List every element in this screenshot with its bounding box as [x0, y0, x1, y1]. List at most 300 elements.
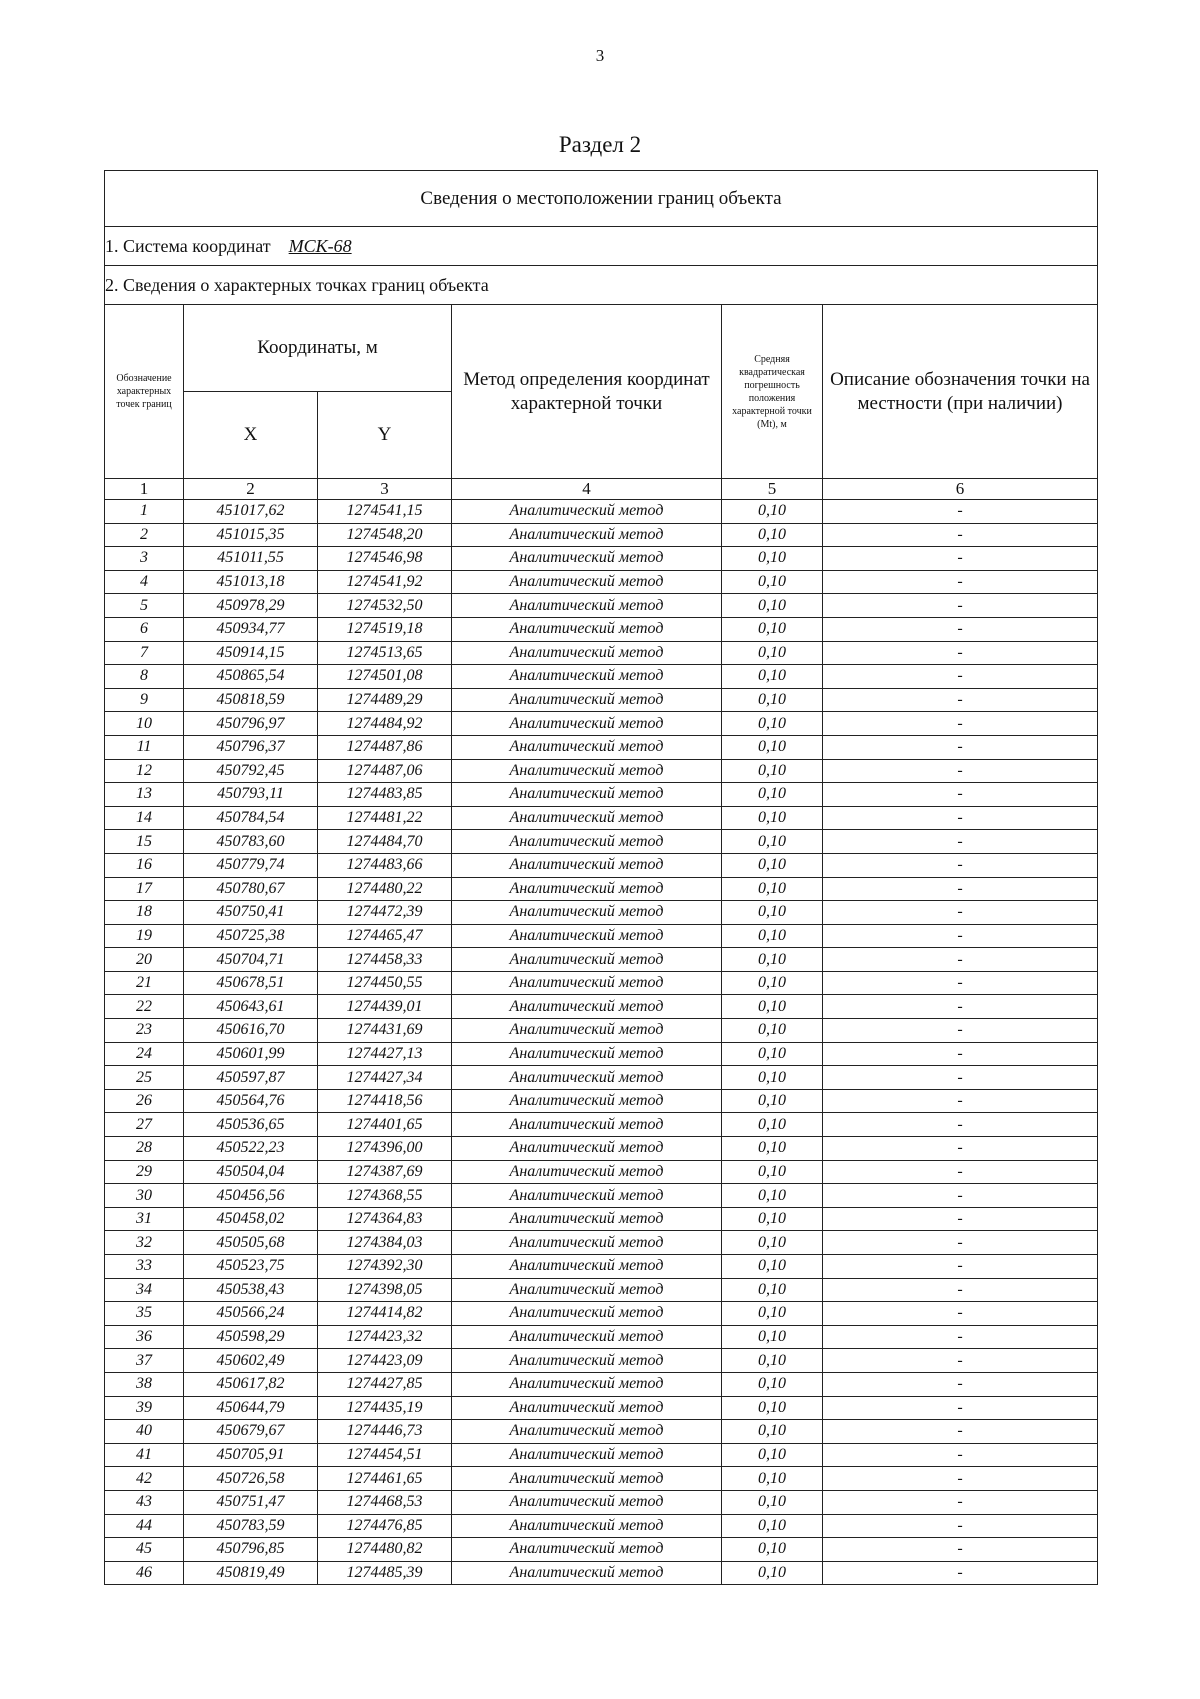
method-cell: Аналитический метод: [452, 1325, 722, 1349]
method-cell: Аналитический метод: [452, 1113, 722, 1137]
coord-y-cell: 1274454,51: [318, 1443, 452, 1467]
description-cell: -: [823, 924, 1098, 948]
mean-error-cell: 0,10: [722, 1089, 823, 1113]
method-cell: Аналитический метод: [452, 594, 722, 618]
coord-y-cell: 1274483,66: [318, 853, 452, 877]
mean-error-cell: 0,10: [722, 570, 823, 594]
point-id-cell: 19: [105, 924, 184, 948]
description-cell: -: [823, 617, 1098, 641]
coord-x-cell: 450601,99: [184, 1042, 318, 1066]
point-id-cell: 10: [105, 712, 184, 736]
table-row: [105, 1066, 1098, 1090]
mean-error-cell: 0,10: [722, 1278, 823, 1302]
table-row: [105, 806, 1098, 830]
point-id-cell: 25: [105, 1066, 184, 1090]
point-id-cell: 34: [105, 1278, 184, 1302]
table-row: [105, 1207, 1098, 1231]
method-cell: Аналитический метод: [452, 924, 722, 948]
coord-x-cell: 450522,23: [184, 1137, 318, 1161]
coord-x-cell: 450783,59: [184, 1514, 318, 1538]
coord-y-cell: 1274414,82: [318, 1302, 452, 1326]
mean-error-cell: 0,10: [722, 641, 823, 665]
point-id-cell: 42: [105, 1467, 184, 1491]
coord-x-cell: 450617,82: [184, 1372, 318, 1396]
mean-error-cell: 0,10: [722, 1443, 823, 1467]
coord-x-cell: 450505,68: [184, 1231, 318, 1255]
coord-y-cell: 1274513,65: [318, 641, 452, 665]
point-id-cell: 11: [105, 735, 184, 759]
table-row: [105, 853, 1098, 877]
method-cell: Аналитический метод: [452, 1302, 722, 1326]
point-id-cell: 45: [105, 1538, 184, 1562]
table-row: [105, 995, 1098, 1019]
point-id-cell: 27: [105, 1113, 184, 1137]
mean-error-cell: 0,10: [722, 877, 823, 901]
header-mean-error: Средняя квадратическая погрешность положения характерной точки (Mt), м: [722, 305, 823, 479]
header-description: Описание обозначения точки на местности (при наличии): [823, 305, 1098, 479]
coord-x-cell: 450598,29: [184, 1325, 318, 1349]
description-cell: -: [823, 1278, 1098, 1302]
method-cell: Аналитический метод: [452, 1160, 722, 1184]
point-id-cell: 17: [105, 877, 184, 901]
method-cell: Аналитический метод: [452, 617, 722, 641]
table-row: [105, 783, 1098, 807]
coord-x-cell: 450793,11: [184, 783, 318, 807]
description-cell: -: [823, 735, 1098, 759]
mean-error-cell: 0,10: [722, 1066, 823, 1090]
point-id-cell: 13: [105, 783, 184, 807]
coord-x-cell: 450538,43: [184, 1278, 318, 1302]
coord-y-cell: 1274481,22: [318, 806, 452, 830]
mean-error-cell: 0,10: [722, 1372, 823, 1396]
description-cell: -: [823, 523, 1098, 547]
method-cell: Аналитический метод: [452, 1349, 722, 1373]
table-row: [105, 1184, 1098, 1208]
description-cell: -: [823, 877, 1098, 901]
mean-error-cell: 0,10: [722, 617, 823, 641]
method-cell: Аналитический метод: [452, 547, 722, 571]
mean-error-cell: 0,10: [722, 1396, 823, 1420]
mean-error-cell: 0,10: [722, 924, 823, 948]
coord-y-cell: 1274501,08: [318, 665, 452, 689]
description-cell: -: [823, 547, 1098, 571]
coord-y-cell: 1274484,92: [318, 712, 452, 736]
coord-x-cell: 450523,75: [184, 1255, 318, 1279]
table-row: [105, 617, 1098, 641]
point-id-cell: 15: [105, 830, 184, 854]
coord-y-cell: 1274480,22: [318, 877, 452, 901]
description-cell: -: [823, 1302, 1098, 1326]
coord-y-cell: 1274519,18: [318, 617, 452, 641]
coord-y-cell: 1274450,55: [318, 971, 452, 995]
table-row: [105, 1349, 1098, 1373]
coord-y-cell: 1274485,39: [318, 1561, 452, 1585]
coord-y-cell: 1274548,20: [318, 523, 452, 547]
coord-y-cell: 1274364,83: [318, 1207, 452, 1231]
coord-y-cell: 1274465,47: [318, 924, 452, 948]
coord-x-cell: 450934,77: [184, 617, 318, 641]
method-cell: Аналитический метод: [452, 665, 722, 689]
method-cell: Аналитический метод: [452, 853, 722, 877]
description-cell: -: [823, 1113, 1098, 1137]
method-cell: Аналитический метод: [452, 1184, 722, 1208]
coord-y-cell: 1274387,69: [318, 1160, 452, 1184]
method-cell: Аналитический метод: [452, 806, 722, 830]
mean-error-cell: 0,10: [722, 1042, 823, 1066]
coord-y-cell: 1274446,73: [318, 1420, 452, 1444]
point-id-cell: 14: [105, 806, 184, 830]
description-cell: -: [823, 1184, 1098, 1208]
coord-y-cell: 1274398,05: [318, 1278, 452, 1302]
mean-error-cell: 0,10: [722, 712, 823, 736]
coord-x-cell: 451013,18: [184, 570, 318, 594]
coord-y-cell: 1274368,55: [318, 1184, 452, 1208]
column-number: 4: [452, 479, 722, 500]
coord-x-cell: 450678,51: [184, 971, 318, 995]
coord-y-cell: 1274546,98: [318, 547, 452, 571]
table-row: [105, 759, 1098, 783]
coord-y-cell: 1274401,65: [318, 1113, 452, 1137]
point-id-cell: 21: [105, 971, 184, 995]
coord-x-cell: 450679,67: [184, 1420, 318, 1444]
description-cell: -: [823, 594, 1098, 618]
description-cell: -: [823, 570, 1098, 594]
point-id-cell: 37: [105, 1349, 184, 1373]
description-cell: -: [823, 1231, 1098, 1255]
coord-x-cell: 450819,49: [184, 1561, 318, 1585]
description-cell: -: [823, 759, 1098, 783]
method-cell: Аналитический метод: [452, 901, 722, 925]
coord-y-cell: 1274396,00: [318, 1137, 452, 1161]
point-id-cell: 5: [105, 594, 184, 618]
mean-error-cell: 0,10: [722, 1113, 823, 1137]
mean-error-cell: 0,10: [722, 995, 823, 1019]
coord-x-cell: 450643,61: [184, 995, 318, 1019]
description-cell: -: [823, 665, 1098, 689]
method-cell: Аналитический метод: [452, 1255, 722, 1279]
description-cell: -: [823, 1467, 1098, 1491]
column-number: 6: [823, 479, 1098, 500]
table-row: [105, 1278, 1098, 1302]
table-row: [105, 523, 1098, 547]
point-id-cell: 16: [105, 853, 184, 877]
description-cell: -: [823, 783, 1098, 807]
coord-x-cell: 450616,70: [184, 1019, 318, 1043]
coord-y-cell: 1274468,53: [318, 1490, 452, 1514]
coord-x-cell: 450780,67: [184, 877, 318, 901]
description-cell: -: [823, 641, 1098, 665]
description-cell: -: [823, 1207, 1098, 1231]
table-row: [105, 971, 1098, 995]
coord-x-cell: 450796,97: [184, 712, 318, 736]
table-row: [105, 712, 1098, 736]
table-row: [105, 1490, 1098, 1514]
point-id-cell: 39: [105, 1396, 184, 1420]
coord-system-row: [105, 227, 1098, 266]
mean-error-cell: 0,10: [722, 806, 823, 830]
method-cell: Аналитический метод: [452, 1490, 722, 1514]
coord-x-cell: 450783,60: [184, 830, 318, 854]
mean-error-cell: 0,10: [722, 971, 823, 995]
point-id-cell: 8: [105, 665, 184, 689]
table-row: [105, 924, 1098, 948]
boundary-points-table: [104, 170, 1098, 1585]
description-cell: -: [823, 1490, 1098, 1514]
point-id-cell: 38: [105, 1372, 184, 1396]
coord-x-cell: 450796,85: [184, 1538, 318, 1562]
coord-y-cell: 1274489,29: [318, 688, 452, 712]
method-cell: Аналитический метод: [452, 971, 722, 995]
table-row: [105, 500, 1098, 524]
coord-y-cell: 1274487,86: [318, 735, 452, 759]
coord-y-cell: 1274435,19: [318, 1396, 452, 1420]
point-id-cell: 3: [105, 547, 184, 571]
point-id-cell: 35: [105, 1302, 184, 1326]
point-id-cell: 24: [105, 1042, 184, 1066]
coord-y-cell: 1274439,01: [318, 995, 452, 1019]
point-id-cell: 36: [105, 1325, 184, 1349]
header-x: X: [184, 392, 318, 479]
coord-x-cell: 450818,59: [184, 688, 318, 712]
table-title: Сведения о местоположении границ объекта: [105, 171, 1098, 227]
coord-x-cell: 450779,74: [184, 853, 318, 877]
table-row: [105, 1113, 1098, 1137]
method-cell: Аналитический метод: [452, 1561, 722, 1585]
method-cell: Аналитический метод: [452, 641, 722, 665]
coord-y-cell: 1274532,50: [318, 594, 452, 618]
description-cell: -: [823, 1160, 1098, 1184]
method-cell: Аналитический метод: [452, 1019, 722, 1043]
description-cell: -: [823, 830, 1098, 854]
point-id-cell: 40: [105, 1420, 184, 1444]
mean-error-cell: 0,10: [722, 500, 823, 524]
coord-x-cell: 450705,91: [184, 1443, 318, 1467]
mean-error-cell: 0,10: [722, 1137, 823, 1161]
mean-error-cell: 0,10: [722, 1302, 823, 1326]
coord-y-cell: 1274541,92: [318, 570, 452, 594]
point-id-cell: 4: [105, 570, 184, 594]
method-cell: Аналитический метод: [452, 1514, 722, 1538]
mean-error-cell: 0,10: [722, 1514, 823, 1538]
method-cell: Аналитический метод: [452, 1372, 722, 1396]
point-id-cell: 1: [105, 500, 184, 524]
description-cell: -: [823, 948, 1098, 972]
table-row: [105, 1372, 1098, 1396]
coord-y-cell: 1274427,34: [318, 1066, 452, 1090]
method-cell: Аналитический метод: [452, 1443, 722, 1467]
table-row: [105, 948, 1098, 972]
coord-x-cell: 450726,58: [184, 1467, 318, 1491]
method-cell: Аналитический метод: [452, 570, 722, 594]
mean-error-cell: 0,10: [722, 948, 823, 972]
coord-x-cell: 450796,37: [184, 735, 318, 759]
section-title: Раздел 2: [558, 132, 642, 157]
description-cell: -: [823, 1137, 1098, 1161]
table-row: [105, 1137, 1098, 1161]
column-number: 2: [184, 479, 318, 500]
coord-y-cell: 1274458,33: [318, 948, 452, 972]
table-row: [105, 1467, 1098, 1491]
point-id-cell: 18: [105, 901, 184, 925]
mean-error-cell: 0,10: [722, 735, 823, 759]
method-cell: Аналитический метод: [452, 523, 722, 547]
table-row: [105, 1255, 1098, 1279]
coord-y-cell: 1274476,85: [318, 1514, 452, 1538]
description-cell: -: [823, 853, 1098, 877]
mean-error-cell: 0,10: [722, 547, 823, 571]
table-row: [105, 570, 1098, 594]
table-row: [105, 594, 1098, 618]
description-cell: -: [823, 1089, 1098, 1113]
table-row: [105, 1443, 1098, 1467]
point-id-cell: 30: [105, 1184, 184, 1208]
table-row: [105, 877, 1098, 901]
coord-x-cell: 451017,62: [184, 500, 318, 524]
description-cell: -: [823, 1396, 1098, 1420]
description-cell: -: [823, 1066, 1098, 1090]
coord-y-cell: 1274384,03: [318, 1231, 452, 1255]
coord-x-cell: 450536,65: [184, 1113, 318, 1137]
point-id-cell: 31: [105, 1207, 184, 1231]
mean-error-cell: 0,10: [722, 830, 823, 854]
coord-system-label: 1. Система координат: [105, 235, 271, 256]
header-y: Y: [318, 392, 452, 479]
coord-x-cell: 450602,49: [184, 1349, 318, 1373]
description-cell: -: [823, 712, 1098, 736]
method-cell: Аналитический метод: [452, 1278, 722, 1302]
mean-error-cell: 0,10: [722, 1420, 823, 1444]
mean-error-cell: 0,10: [722, 1184, 823, 1208]
point-id-cell: 41: [105, 1443, 184, 1467]
coord-y-cell: 1274483,85: [318, 783, 452, 807]
coord-y-cell: 1274487,06: [318, 759, 452, 783]
coord-y-cell: 1274472,39: [318, 901, 452, 925]
table-row: [105, 665, 1098, 689]
table-row: [105, 1089, 1098, 1113]
method-cell: Аналитический метод: [452, 1066, 722, 1090]
table-row: [105, 641, 1098, 665]
header-point-designation: Обозначение характерных точек границ: [105, 305, 184, 479]
point-id-cell: 20: [105, 948, 184, 972]
method-cell: Аналитический метод: [452, 877, 722, 901]
point-id-cell: 7: [105, 641, 184, 665]
table-row: [105, 1538, 1098, 1562]
point-id-cell: 46: [105, 1561, 184, 1585]
method-cell: Аналитический метод: [452, 759, 722, 783]
mean-error-cell: 0,10: [722, 901, 823, 925]
method-cell: Аналитический метод: [452, 783, 722, 807]
table-row: [105, 1396, 1098, 1420]
description-cell: -: [823, 901, 1098, 925]
method-cell: Аналитический метод: [452, 1089, 722, 1113]
coord-x-cell: 450704,71: [184, 948, 318, 972]
description-cell: -: [823, 1538, 1098, 1562]
description-cell: -: [823, 1349, 1098, 1373]
point-id-cell: 12: [105, 759, 184, 783]
coord-x-cell: 450865,54: [184, 665, 318, 689]
mean-error-cell: 0,10: [722, 783, 823, 807]
point-id-cell: 43: [105, 1490, 184, 1514]
coord-x-cell: 450458,02: [184, 1207, 318, 1231]
description-cell: -: [823, 1042, 1098, 1066]
coord-x-cell: 450504,04: [184, 1160, 318, 1184]
coord-x-cell: 450597,87: [184, 1066, 318, 1090]
coord-y-cell: 1274427,13: [318, 1042, 452, 1066]
method-cell: Аналитический метод: [452, 995, 722, 1019]
mean-error-cell: 0,10: [722, 1160, 823, 1184]
coord-y-cell: 1274541,15: [318, 500, 452, 524]
coord-y-cell: 1274392,30: [318, 1255, 452, 1279]
mean-error-cell: 0,10: [722, 1207, 823, 1231]
mean-error-cell: 0,10: [722, 1231, 823, 1255]
method-cell: Аналитический метод: [452, 500, 722, 524]
method-cell: Аналитический метод: [452, 1538, 722, 1562]
description-cell: -: [823, 1372, 1098, 1396]
coord-x-cell: 450751,47: [184, 1490, 318, 1514]
point-id-cell: 29: [105, 1160, 184, 1184]
description-cell: -: [823, 1514, 1098, 1538]
mean-error-cell: 0,10: [722, 1255, 823, 1279]
description-cell: -: [823, 500, 1098, 524]
point-id-cell: 9: [105, 688, 184, 712]
method-cell: Аналитический метод: [452, 1042, 722, 1066]
page-number: 3: [595, 46, 605, 65]
header-method: Метод определения координат характерной точки: [452, 305, 722, 479]
description-cell: -: [823, 688, 1098, 712]
table-row: [105, 1302, 1098, 1326]
mean-error-cell: 0,10: [722, 594, 823, 618]
table-row: [105, 1420, 1098, 1444]
coord-x-cell: 450792,45: [184, 759, 318, 783]
point-id-cell: 33: [105, 1255, 184, 1279]
coord-x-cell: 450566,24: [184, 1302, 318, 1326]
points-heading: 2. Сведения о характерных точках границ объекта: [105, 266, 1098, 305]
method-cell: Аналитический метод: [452, 1467, 722, 1491]
coord-system-value: МСК-68: [288, 235, 352, 256]
coord-y-cell: 1274423,09: [318, 1349, 452, 1373]
coord-x-cell: 451015,35: [184, 523, 318, 547]
table-row: [105, 1042, 1098, 1066]
point-id-cell: 23: [105, 1019, 184, 1043]
coord-x-cell: 450750,41: [184, 901, 318, 925]
column-number: 1: [105, 479, 184, 500]
description-cell: -: [823, 1255, 1098, 1279]
table-row: [105, 688, 1098, 712]
coord-y-cell: 1274484,70: [318, 830, 452, 854]
coord-y-cell: 1274480,82: [318, 1538, 452, 1562]
coord-x-cell: 451011,55: [184, 547, 318, 571]
table-row: [105, 547, 1098, 571]
mean-error-cell: 0,10: [722, 1561, 823, 1585]
description-cell: -: [823, 1420, 1098, 1444]
description-cell: -: [823, 1561, 1098, 1585]
mean-error-cell: 0,10: [722, 688, 823, 712]
coord-x-cell: 450644,79: [184, 1396, 318, 1420]
table-row: [105, 1514, 1098, 1538]
description-cell: -: [823, 806, 1098, 830]
coord-x-cell: 450564,76: [184, 1089, 318, 1113]
mean-error-cell: 0,10: [722, 1490, 823, 1514]
method-cell: Аналитический метод: [452, 735, 722, 759]
coord-y-cell: 1274427,85: [318, 1372, 452, 1396]
method-cell: Аналитический метод: [452, 830, 722, 854]
table-row: [105, 1561, 1098, 1585]
coord-x-cell: 450456,56: [184, 1184, 318, 1208]
coord-y-cell: 1274418,56: [318, 1089, 452, 1113]
table-row: [105, 901, 1098, 925]
point-id-cell: 28: [105, 1137, 184, 1161]
method-cell: Аналитический метод: [452, 1207, 722, 1231]
